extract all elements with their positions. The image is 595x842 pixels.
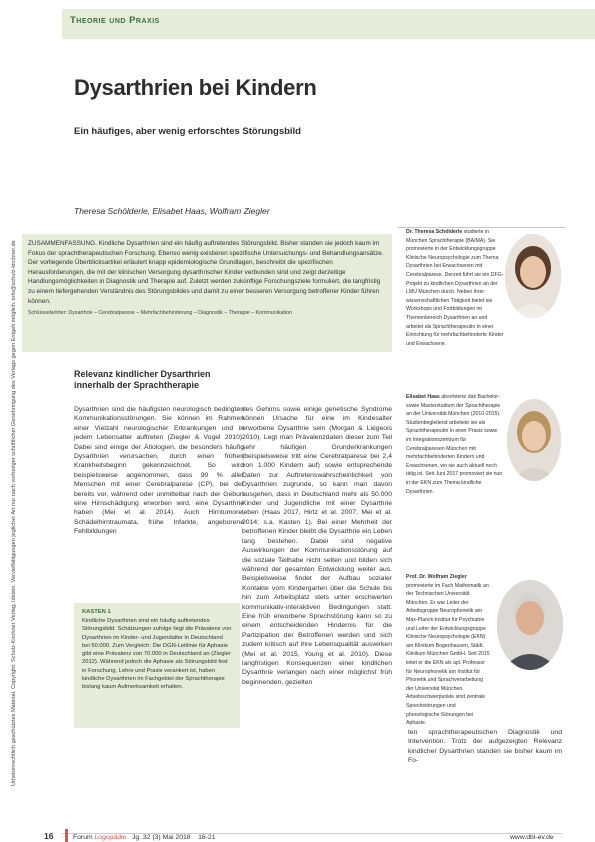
bio-schoelderle [406, 228, 562, 348]
bio-text: studierte in München Sprachtherapie (BA/MA). Sie promovierte in der Entwicklungsgruppe Klinische Neuropsychologie zum Thema Dysarthrien bei Erwachsenen mit Cerebralparese. Derzeit führt sie ein DFG-Projekt zu kindlichen Dysarthrien an der LMU München durch. Neben ihrer wissenschaftlichen Tätigkeit bietet sie Workshops und Fortbildungen im Themenbereich Dysarthrien an und arbeitet als Sprachtherapeutin in einer Einrichtung für mehrfachbehinderte Kinder und Erwachsene. [406, 229, 504, 347]
abstract-box [22, 234, 392, 352]
bio-body [406, 573, 562, 728]
section-label: Theorie und Praxis [70, 15, 160, 26]
magazine-name: Forum [73, 834, 93, 841]
copyright-notice [8, 41, 20, 786]
bio-text: absolvierte das Bachelor- sowie Masterstudium der Sprachtherapie an der Universität München (2010-2015). Studienbegleitend arbeitete sie als Sprachtherapeutin in einer Praxis sowie im Integrationszentrum für Cerebralparesen München mit mehrfachbehinderten Kindern und Erwachsenen, wo sie auch aktuell noch tätig ist. Seit Juni 2017 promoviert sie nun in der EKN zum Thema kindliche Dysarthrien. [406, 394, 503, 495]
bio-body [406, 393, 562, 496]
bio-name: Dr. Theresa Schölderle [406, 229, 463, 235]
article-subtitle: Ein häufiges, aber wenig erforschtes Störungsbild [74, 126, 301, 137]
bio-body [406, 228, 562, 348]
issue-info: Jg. 32 (3) Mai 2018 [131, 834, 191, 841]
bio-name: Prof. Dr. Wolfram Ziegler [406, 574, 467, 580]
body-column-right: ten sprachtherapeutischen Diagnostik und Intervention. Trotz der aufgezeigten Relevanz kindlicher Dysarthrien standen sie bisher kaum im Fo- [408, 729, 562, 765]
info-box-label: KASTEN 1 [82, 609, 111, 615]
info-box-text: Kindliche Dysarthrien sind ein häufig auftretendes Störungsbild. Schätzungen zufolge liegt die Prävalenz von Dysarthrien im Kinder- und Jugendalter in Deutschland bei 50.000. Zum Vergleich: Die DGN-Leitlinie für Aphasie gibt eine Prävalenz von 70.000 in Deutschland an (Ziegler 2012). Während jedoch die Aphasie als Störungsbild fest in Forschung, Lehre und Praxis verankert ist, haben kindliche Dysarthrien im Fachgebiet der Sprachtherapie bislang kaum Aufmerksamkeit erhalten. [82, 618, 232, 691]
copyright-text: Urheberrechtlich geschütztes Material. Copyright: Schulz-Kirchner Verlag, Idstein. Vervielfältigungen jeglicher Art nur nach vorheriger schriftlicher Genehmigung des Verlags gegen Entgelt möglich. info@schulz-kirchner.de [11, 240, 17, 786]
bio-text: promovierte im Fach Mathematik an der Technischen Universität München. Er war Leiter der Arbeitsgruppe Neurophonetik am Max-Planck-Institut für Psychiatrie und Leiter der Entwicklungsgruppe Klinische Neuropsychologie (EKN) am Klinikum Bogenhausen, Städt. Klinikum München GmbH. Seit 2015 leitet er die EKN als apl. Professor für Neurophonetik am Institut für Phonetik und Sprachverarbeitung der Universität München. Arbeitsschwerpunkte sind zentrale Sprechstörungen und phonologische Störungen bei Aphasie. [406, 582, 490, 727]
footer-citation [73, 834, 215, 841]
footer-accent-bar [65, 829, 68, 842]
bio-name: Elisabet Haas [406, 394, 440, 400]
body-column-middle: des Gehirns sowie einige genetische Syndrome können Ursache für eine im Kindesalter erworbene Dysarthrie sein (Morgan & Liégeois 2010). Legt man Prävalenzdaten dieser zum Teil sehr häufigen Grunderkrankungen (beispielsweise tritt eine Cerebralparese bei 2,4 von 1.000 Kindern auf) sowie entsprechende Daten zur Auftretenswahrscheinlichkeit von Dysarthrien zugrunde, so kann man davon ausgehen, dass in Deutschland mehr als 50.000 Kinder und Jugendliche mit einer Dysarthrie leben (Haas 2017, Hirtz et al. 2007, Mei et al. 2014; s.a. Kasten 1). Bei einer Mehrheit der betroffenen Kinder bleibt die Dysarthrie ein Leben lang bestehen. Dabei sind negative Auswirkungen der Kommunikationsstörung auf die soziale Teilhabe nicht selten und bilden sich während der gesamten Entwicklung weiter aus. Beispielsweise findet der Aufbau sozialer Kontakte vom Kindergarten über die Schule bis hin zum Arbeitsplatz stets unter erschwerten kommunikativ-interaktiven Bedingungen statt. Eine früh erworbene Sprechstörung kann so zu einem entscheidenden Hindernis für die Partizipation der Betroffenen werden und sich zudem kritisch auf ihre Lebensqualität auswirken (Mei et al. 2015, Young et al. 2010). Diese langfristigen Konsequenzen einer kindlichen Dysarthrie verlangen nach einer möglichst früh beginnenden, gezielten [242, 406, 392, 686]
section-heading: Relevanz kindlicher Dysarthrien innerhalb der Sprachtherapie [74, 369, 211, 390]
magazine-logo: Logopädie [94, 834, 127, 841]
bio-haas [406, 393, 562, 496]
abstract-text: ZUSAMMENFASSUNG. Kindliche Dysarthrien sind ein häufig auftretendes Störungsbild. Bisher standen sie jedoch kaum im Fokus der sprachtherapeutischen Forschung. Ebenso wenig existieren spezifische Untersuchungs- und Behandlungsansätze. Der vorliegende Überblicksartikel erläutert knapp epidemiologische Grundlagen, beschreibt die spezifischen Herausforderungen, die mit der klinischen Versorgung dysarthrischer Kinder verbunden sind und zeigt derzeitige Handlungsmöglichkeiten in Diagnostik und Therapie auf. Zuletzt werden zukünftige Forschungsziele formuliert, die langfristig zu einem tiefergehenden Verständnis des Störungsbildes und damit zu einer besseren Versorgung betroffener Kinder führen können. [28, 240, 384, 305]
keywords: Schlüsselwörter: Dysarthrie – Cerebralparese – Mehrfachbehinderung – Diagnostik – Therapie – Kommunikation [28, 310, 293, 317]
page-number: 16 [44, 831, 54, 841]
bio-ziegler [406, 573, 562, 728]
body-column-left: Dysarthrien sind die häufigsten neurologisch bedingten Kommunikationsstörungen. Sie können im Rahmen einer Vielzahl neurologischer Erkrankungen und in jedem Lebensalter auftreten (Ziegler & Vogel 2010). Dabei sind einige der Ätiologien, die besonders häufig Dysarthrien verursachen, durch einen frühen Krankheitsbeginn gekennzeichnet. So wird beispielsweise angenommen, dass 90 % aller Menschen mit einer Cerebralparese (CP), bei der bereits vor, während oder unmittelbar nach der Geburt eine Hirnschädigung erworben wird, eine Dysarthrie haben (Mei et al. 2014). Auch Hirntumore, Schädelhirntraumata, frühe Infarkte, angeborene Fehlbildungen [74, 406, 244, 536]
info-box [74, 603, 240, 728]
footer-url: www.dbl-ev.de [510, 834, 554, 841]
article-title: Dysarthrien bei Kindern [74, 75, 317, 100]
page-range: 16-21 [198, 834, 216, 841]
article-authors: Theresa Schölderle, Elisabet Haas, Wolfram Ziegler [74, 206, 270, 216]
